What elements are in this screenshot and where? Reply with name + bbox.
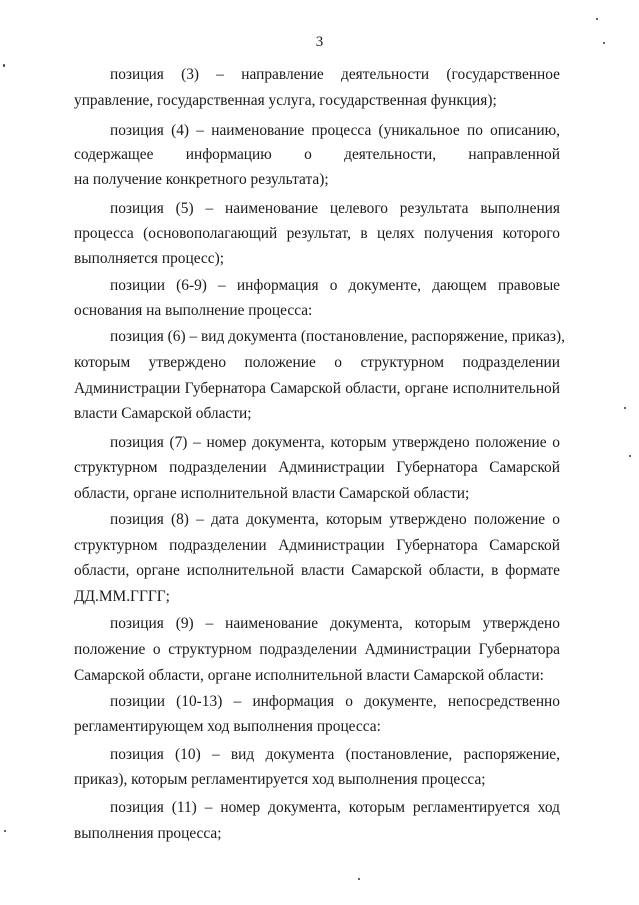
paragraph-line: области, органе исполнительной власти Самарской области, в формате — [74, 562, 560, 579]
paragraph-line: позиция (4) – наименование процесса (уникальное по описанию, — [110, 122, 560, 139]
scan-speck — [629, 455, 631, 457]
paragraph-line: выполнения процесса; — [74, 825, 222, 842]
paragraph-line: которым утверждено положение о структурном подразделении — [74, 354, 560, 371]
paragraph-line: Самарской области, органе исполнительной власти Самарской области: — [74, 667, 544, 684]
scan-speck — [3, 64, 5, 67]
paragraph-line: на получение конкретного результата); — [74, 171, 329, 188]
paragraph-line: содержащее информацию о деятельности, направленной — [74, 146, 560, 163]
paragraph-line: позиция (9) – наименование документа, которым утверждено — [110, 615, 560, 632]
paragraph-line: структурном подразделении Администрации Губернатора Самарской — [74, 459, 560, 476]
paragraph-line: структурном подразделении Администрации Губернатора Самарской — [74, 537, 560, 554]
scan-speck — [358, 878, 360, 880]
paragraph-line: управление, государственная услуга, государственная функция); — [74, 92, 497, 109]
paragraph-line: позиция (6) – вид документа (постановление, распоряжение, приказ), — [110, 328, 565, 345]
paragraph-line: Администрации Губернатора Самарской области, органе исполнительной — [74, 380, 560, 397]
paragraph-line: основания на выполнение процесса: — [74, 302, 313, 319]
paragraph-line: ДД.ММ.ГГГГ; — [74, 588, 170, 605]
paragraph-line: позиция (7) – номер документа, которым утверждено положение о — [110, 434, 560, 451]
paragraph-line: власти Самарской области; — [74, 405, 252, 422]
scan-speck — [4, 830, 6, 832]
paragraph-line: позиции (10-13) – информация о документе, непосредственно — [110, 693, 560, 710]
page-number: 3 — [315, 34, 324, 50]
paragraph-line: процесса (основополагающий результат, в целях получения которого — [74, 225, 560, 242]
scan-speck — [596, 18, 598, 20]
scan-speck — [603, 42, 605, 44]
paragraph-line: позиция (5) – наименование целевого результата выполнения — [110, 200, 560, 217]
paragraph-line: позиция (3) – направление деятельности (государственное — [110, 66, 560, 83]
paragraph-line: позиция (11) – номер документа, которым регламентируется ход — [110, 799, 560, 816]
paragraph-line: положение о структурном подразделении Администрации Губернатора — [74, 641, 560, 658]
paragraph-line: области, органе исполнительной власти Самарской области; — [74, 485, 470, 502]
paragraph-line: позиция (8) – дата документа, которым утверждено положение о — [110, 511, 560, 528]
paragraph-line: позиция (10) – вид документа (постановление, распоряжение, — [110, 746, 560, 763]
paragraph-line: приказ), которым регламентируется ход выполнения процесса; — [74, 771, 486, 788]
paragraph-line: регламентирующем ход выполнения процесса: — [74, 718, 381, 735]
paragraph-line: выполняется процесс); — [74, 250, 224, 267]
scan-speck — [624, 407, 626, 409]
paragraph-line: позиции (6-9) – информация о документе, дающем правовые — [110, 277, 560, 294]
